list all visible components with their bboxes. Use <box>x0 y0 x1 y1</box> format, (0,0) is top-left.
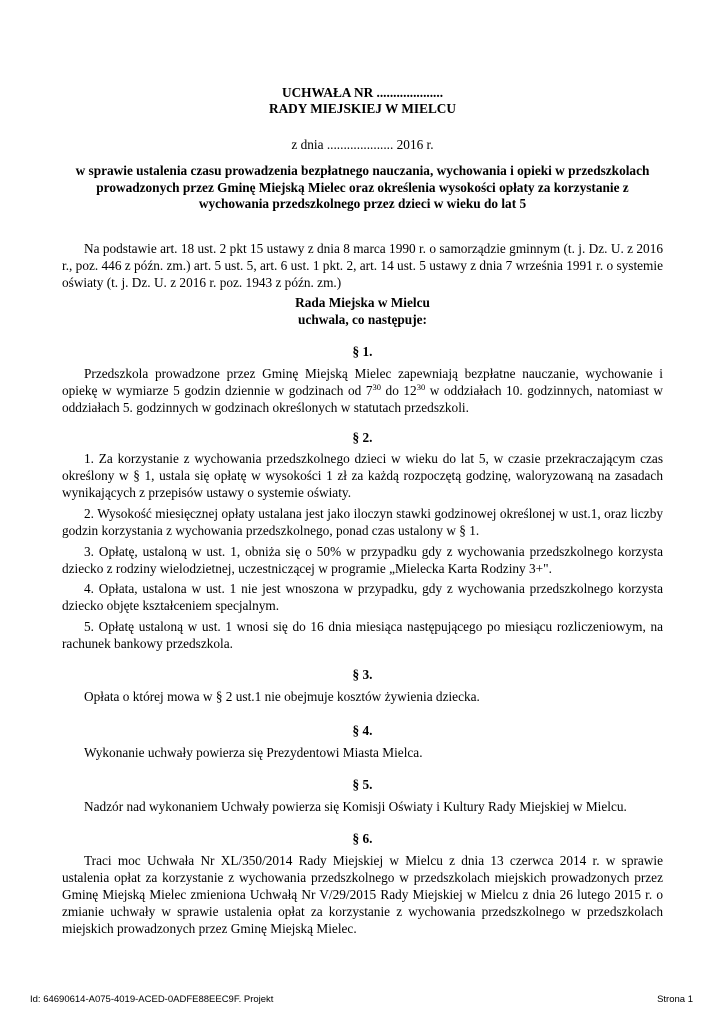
section-3-text: Opłata o której mowa w § 2 ust.1 nie obejmuje kosztów żywienia dziecka. <box>84 689 480 704</box>
section-2-heading: § 2. <box>352 430 373 445</box>
section-4-paragraph <box>62 744 663 761</box>
section-5-text: Nadzór nad wykonaniem Uchwały powierza się Komisji Oświaty i Kultury Rady Miejskiej w Mielcu. <box>84 799 627 814</box>
section-2-point-2 <box>62 505 663 539</box>
resolution-date: z dnia .................... 2016 r. <box>291 137 434 152</box>
section-6-heading: § 6. <box>352 831 373 846</box>
section-1-sup-b: 30 <box>416 382 426 392</box>
resolution-title <box>0 85 725 117</box>
preamble <box>62 240 663 291</box>
section-1-text-b: do 12 <box>381 383 417 398</box>
preamble-text: Na podstawie art. 18 ust. 2 pkt 15 ustawy z dnia 8 marca 1990 r. o samorządzie gminnym (t. j. Dz. U. z 2016 r., poz. 446 z późn. zm.) art. 5 ust. 5, art. 6 ust. 1 pkt. 2, art. 14 ust. 5 ustawy z dnia 7 września 1991 r. o systemie oświaty (t. j. Dz. U. z 2016 r. poz. 1943 z późn. zm.) <box>62 241 663 290</box>
resolves-line-2: uchwala, co następuje: <box>298 312 427 327</box>
section-3-heading: § 3. <box>352 667 373 682</box>
resolution-subject: w sprawie ustalenia czasu prowadzenia bezpłatnego nauczania, wychowania i opieki w przedszkolach prowadzonych przez Gminę Miejską Mielec oraz określenia wysokości opłaty za korzystanie z wychowania przedszkolnego przez dzieci w wieku do lat 5 <box>75 163 650 211</box>
section-2-point-4-text: 4. Opłata, ustalona w ust. 1 nie jest wnoszona w przypadku, gdy z wychowania przedszkolnego korzysta dziecko objęte kształceniem specjalnym. <box>62 581 663 613</box>
section-5-heading: § 5. <box>352 777 373 792</box>
section-1-sup-a: 30 <box>372 382 381 392</box>
section-5-paragraph <box>62 798 663 815</box>
section-2-point-3-text: 3. Opłatę, ustaloną w ust. 1, obniża się o 50% w przypadku gdy z wychowania przedszkolnego korzysta dziecko z rodziny wielodzietnej, uczestniczącej w programie „Mielecka Karta Rodziny 3+". <box>62 544 663 576</box>
section-4-text: Wykonanie uchwały powierza się Prezydentowi Miasta Mielca. <box>84 745 423 760</box>
footer-page-number: Strona 1 <box>657 994 693 1005</box>
resolves-block <box>0 294 725 328</box>
section-2-point-1 <box>62 450 663 501</box>
resolves-line-1: Rada Miejska w Mielcu <box>295 295 430 310</box>
section-1-paragraph <box>62 365 663 416</box>
section-1-text-a: Przedszkola prowadzone przez Gminę Miejską Mielec zapewniają bezpłatne nauczanie, wychowanie i opiekę w wymiarze 5 godzin dziennie w godzinach od 7 <box>62 366 663 398</box>
section-2-point-3 <box>62 543 663 577</box>
section-6-text: Traci moc Uchwała Nr XL/350/2014 Rady Miejskiej w Mielcu z dnia 13 czerwca 2014 r. w sprawie ustalenia opłat za korzystanie z wychowania przedszkolnego w przedszkolach miejskich prowadzonych przez Gminę Miejską Mielec zmieniona Uchwałą Nr V/29/2015 Rady Miejskiej w Mielcu z dnia 26 lutego 2015 r. o zmianie uchwały w sprawie ustalenia opłat za korzystanie z wychowania przedszkolnego w przedszkolach miejskich prowadzonych przez Gminę Miejską Mielec. <box>62 853 663 936</box>
section-3-paragraph <box>62 688 663 705</box>
section-4-heading: § 4. <box>352 723 373 738</box>
section-2-point-5-text: 5. Opłatę ustaloną w ust. 1 wnosi się do 16 dnia miesiąca następującego po miesiącu rozliczeniowym, na rachunek bankowy przedszkola. <box>62 619 663 651</box>
section-2-point-2-text: 2. Wysokość miesięcznej opłaty ustalana jest jako iloczyn stawki godzinowej określonej w ust.1, oraz liczby godzin korzystania z wychowania przedszkolnego, ponad czas ustalony w § 1. <box>62 506 663 538</box>
section-1-text-c: w oddziałach 10. godzinnych, natomiast w oddziałach 5. godzinnych w godzinach określonych w statutach przedszkoli. <box>62 383 663 415</box>
section-6-paragraph <box>62 852 663 937</box>
section-2-point-4 <box>62 580 663 614</box>
section-1-heading: § 1. <box>352 344 373 359</box>
footer-document-id: Id: 64690614-A075-4019-ACED-0ADFE88EEC9F. Projekt <box>30 994 274 1005</box>
section-2-point-1-text: 1. Za korzystanie z wychowania przedszkolnego dzieci w wieku do lat 5, w czasie przekraczającym czas określony w § 1, ustala się opłatę w wysokości 1 zł za każdą rozpoczętą godzinę, waloryzowaną na zasadach wynikających z przepisów ustawy o systemie oświaty. <box>62 451 663 500</box>
section-2-point-5 <box>62 618 663 652</box>
title-line-2: RADY MIEJSKIEJ W MIELCU <box>268 101 457 116</box>
title-line-1: UCHWAŁA NR .................... <box>281 85 444 100</box>
